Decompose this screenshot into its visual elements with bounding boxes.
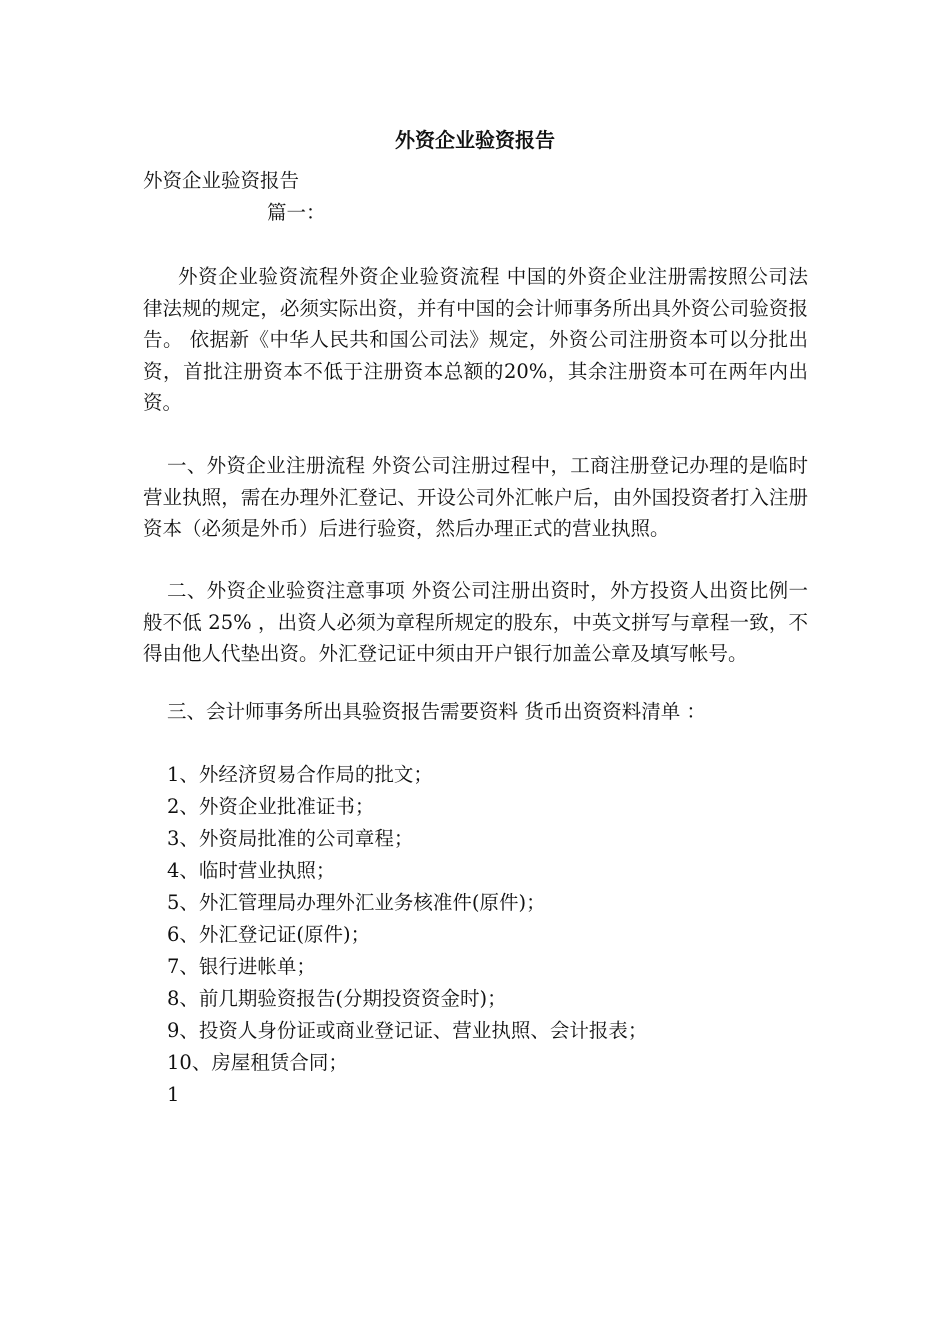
list-item: 2、外资企业批准证书；	[167, 795, 375, 818]
paragraph-registration-process: 一、外资企业注册流程 外资公司注册过程中，工商注册登记办理的是临时营业执照，需在办理外汇登记、开设公司外汇帐户后，由外国投资者打入注册资本（必须是外币）后进行验资，然后办理正式的营业执照。	[143, 454, 808, 540]
paragraph-required-documents: 三、会计师事务所出具验资报告需要资料 货币出资资料清单 ：	[167, 700, 706, 723]
page-number: 1	[167, 1083, 180, 1106]
document-title: 外资企业验资报告	[395, 128, 555, 152]
list-item: 4、临时营业执照；	[167, 859, 336, 882]
list-item: 5、外汇管理局办理外汇业务核准件(原件)；	[167, 891, 546, 914]
list-item: 7、银行进帐单；	[167, 955, 316, 978]
paragraph-capital-notes: 二、外资企业验资注意事项 外资公司注册出资时，外方投资人出资比例一般不低 25% ，出资人必须为章程所规定的股东，中英文拼写与章程一致，不得由他人代垫出资。外汇登记证中须由开户银行加盖公章及填写帐号。	[143, 579, 808, 665]
list-item: 1、外经济贸易合作局的批文；	[167, 763, 433, 786]
list-item: 10、房屋租赁合同；	[167, 1051, 348, 1074]
list-item: 3、外资局批准的公司章程；	[167, 827, 414, 850]
list-item: 9、投资人身份证或商业登记证、营业执照、会计报表；	[167, 1019, 648, 1042]
list-item: 6、外汇登记证(原件)；	[167, 923, 371, 946]
section-label: 篇一：	[267, 201, 326, 224]
list-item: 8、前几期验资报告(分期投资资金时)；	[167, 987, 507, 1010]
document-subtitle: 外资企业验资报告	[143, 169, 300, 192]
intro-paragraph: 外资企业验资流程外资企业验资流程 中国的外资企业注册需按照公司法律法规的规定，必须实际出资，并有中国的会计师事务所出具外资公司验资报告。 依据新《中华人民共和国公司法》规定，外资公司注册资本可以分批出资，首批注册资本不低于注册资本总额的20%，其余注册资本可在两年内出资。	[143, 265, 808, 414]
